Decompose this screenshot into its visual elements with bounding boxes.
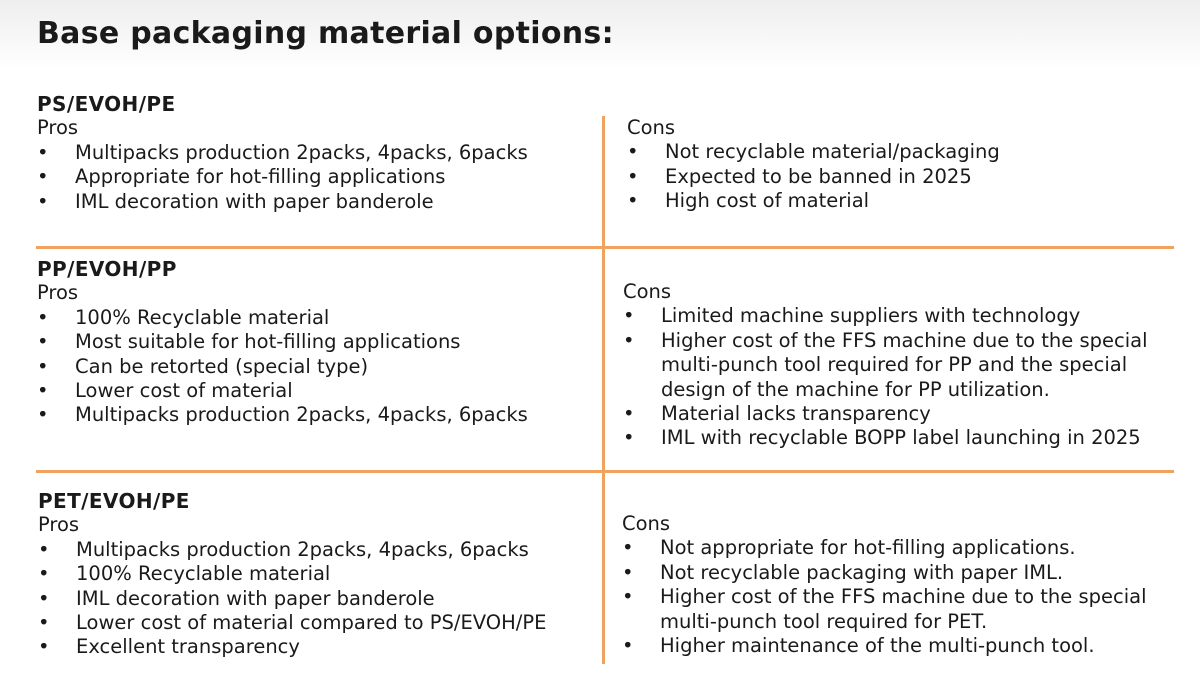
list-item xyxy=(37,379,528,403)
list-item xyxy=(38,538,546,562)
list-item xyxy=(623,304,1176,328)
list-item-text: Excellent transparency xyxy=(76,635,300,659)
list-item-text: High cost of material xyxy=(665,189,870,213)
list-item-text: Not recyclable packaging with paper IML. xyxy=(660,560,1064,584)
list-item xyxy=(37,306,528,330)
list-item xyxy=(38,587,546,611)
list-item-text: Material lacks transparency xyxy=(661,402,931,426)
column-divider xyxy=(602,116,605,664)
section-pp-pros xyxy=(37,257,528,428)
pros-list xyxy=(38,538,546,660)
list-item xyxy=(627,165,1000,189)
bullet: • xyxy=(623,402,635,426)
list-item-text: 100% Recyclable material xyxy=(75,305,330,329)
list-item xyxy=(623,426,1176,450)
list-item-text: Most suitable for hot-filling applications xyxy=(75,330,461,354)
list-item-text: Not recyclable material/packaging xyxy=(665,140,1000,164)
material-name: PP/EVOH/PP xyxy=(37,257,177,281)
list-item-text: Lower cost of material xyxy=(75,379,293,403)
cons-label: Cons xyxy=(627,116,676,139)
bullet: • xyxy=(37,403,49,427)
section-ps-cons xyxy=(627,116,1000,214)
bullet: • xyxy=(38,562,50,586)
row-divider-1 xyxy=(36,246,1174,249)
bullet: • xyxy=(623,304,635,328)
bullet: • xyxy=(623,328,635,352)
pros-list xyxy=(37,141,528,214)
list-item-text: IML with recyclable BOPP label launching in 2025 xyxy=(661,426,1141,450)
cons-list xyxy=(623,304,1176,450)
list-item xyxy=(623,402,1176,426)
list-item xyxy=(38,562,546,586)
list-item xyxy=(37,190,528,214)
list-item xyxy=(38,635,546,659)
bullet: • xyxy=(627,140,639,164)
bullet: • xyxy=(622,536,634,560)
cons-label: Cons xyxy=(623,280,672,303)
list-item-text: Appropriate for hot-filling applications xyxy=(75,165,446,189)
list-item xyxy=(627,140,1000,164)
list-item-text: 100% Recyclable material xyxy=(76,562,331,586)
list-item xyxy=(622,585,1176,634)
list-item-text: Higher maintenance of the multi-punch tool. xyxy=(660,634,1095,658)
bullet: • xyxy=(38,635,50,659)
pros-label: Pros xyxy=(37,116,79,140)
list-item-text: Multipacks production 2packs, 4packs, 6packs xyxy=(75,140,528,164)
list-item-text: Can be retorted (special type) xyxy=(75,354,369,378)
list-item-text: IML decoration with paper banderole xyxy=(75,189,434,213)
section-pet-cons xyxy=(622,512,1176,658)
bullet: • xyxy=(627,189,639,213)
pros-label: Pros xyxy=(37,281,79,305)
bullet: • xyxy=(37,140,49,164)
section-pet-pros xyxy=(38,489,546,660)
page-title: Base packaging material options: xyxy=(37,16,614,51)
list-item xyxy=(37,403,528,427)
list-item xyxy=(37,355,528,379)
list-item-text: Expected to be banned in 2025 xyxy=(665,164,972,188)
bullet: • xyxy=(38,537,50,561)
list-item xyxy=(622,634,1176,658)
list-item xyxy=(37,165,528,189)
bullet: • xyxy=(38,611,50,635)
list-item-text: IML decoration with paper banderole xyxy=(76,586,435,610)
bullet: • xyxy=(622,585,634,609)
pros-list xyxy=(37,306,528,428)
list-item-text: Higher cost of the FFS machine due to the special multi-punch tool required for PP and the special design of the machine for PP utilization. xyxy=(661,328,1148,401)
list-item xyxy=(623,329,1176,402)
bullet: • xyxy=(37,189,49,213)
list-item xyxy=(627,189,1000,213)
material-name: PS/EVOH/PE xyxy=(37,92,176,116)
cons-label: Cons xyxy=(622,512,671,535)
bullet: • xyxy=(622,634,634,658)
list-item xyxy=(37,141,528,165)
bullet: • xyxy=(37,330,49,354)
list-item-text: Lower cost of material compared to PS/EVOH/PE xyxy=(76,611,547,635)
list-item-text: Multipacks production 2packs, 4packs, 6packs xyxy=(75,403,528,427)
list-item xyxy=(38,611,546,635)
list-item xyxy=(622,536,1176,560)
section-pp-cons xyxy=(623,280,1176,451)
bullet: • xyxy=(37,165,49,189)
bullet: • xyxy=(622,560,634,584)
row-divider-2 xyxy=(36,470,1174,473)
cons-list xyxy=(627,140,1000,213)
bullet: • xyxy=(37,379,49,403)
pros-label: Pros xyxy=(38,513,80,537)
list-item-text: Higher cost of the FFS machine due to the special multi-punch tool required for PET. xyxy=(660,585,1147,633)
bullet: • xyxy=(623,426,635,450)
bullet: • xyxy=(37,354,49,378)
bullet: • xyxy=(627,164,639,188)
cons-list xyxy=(622,536,1176,658)
list-item xyxy=(622,561,1176,585)
list-item-text: Multipacks production 2packs, 4packs, 6packs xyxy=(76,537,529,561)
list-item xyxy=(37,330,528,354)
material-name: PET/EVOH/PE xyxy=(38,489,190,513)
list-item-text: Limited machine suppliers with technology xyxy=(661,304,1081,328)
list-item-text: Not appropriate for hot-filling applications. xyxy=(660,536,1076,560)
bullet: • xyxy=(38,586,50,610)
bullet: • xyxy=(37,305,49,329)
section-ps-pros xyxy=(37,92,528,214)
